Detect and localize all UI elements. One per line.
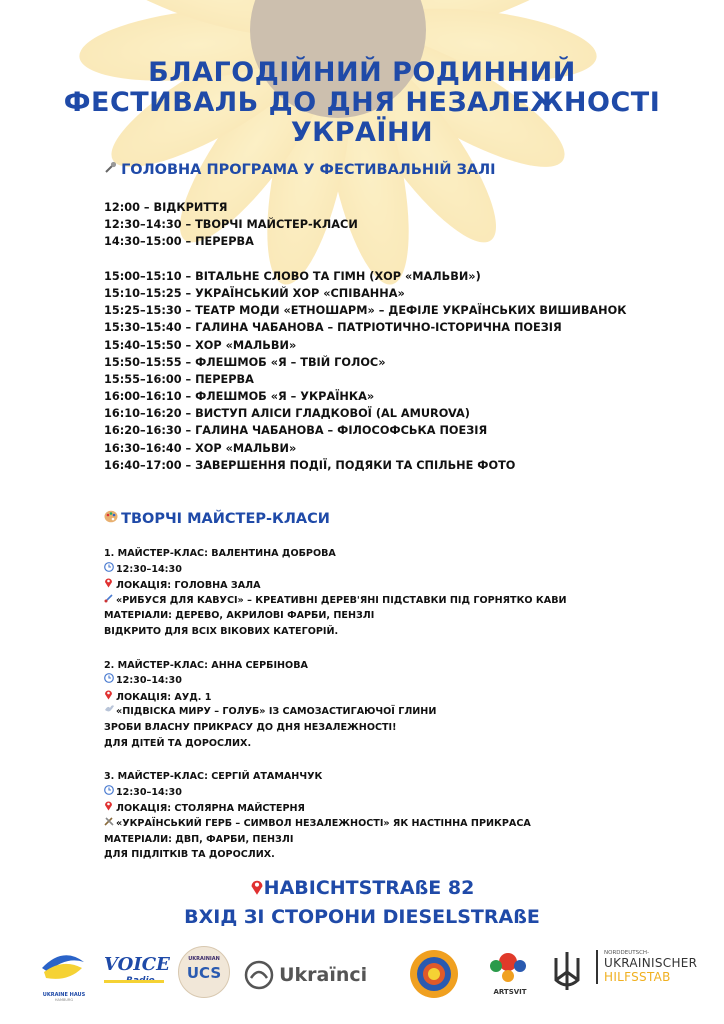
workshop-audience: ДЛЯ ПІДЛІТКІВ ТА ДОРОСЛИХ. — [104, 849, 275, 861]
partner-logos — [38, 944, 708, 1004]
schedule-row: 16:00–16:10 – ФЛЕШМОБ «Я – УКРАЇНКА» — [104, 390, 375, 404]
page-title — [0, 58, 724, 148]
main-program-heading — [104, 161, 496, 178]
workshop-location: ЛОКАЦІЯ: ГОЛОВНА ЗАЛА — [104, 577, 567, 593]
schedule-row: 15:10–15:25 – УКРАЇНСЬКИЙ ХОР «СПІВАННА» — [104, 286, 405, 300]
workshop-location: ЛОКАЦІЯ: АУД. 1 — [104, 689, 567, 705]
main-program-schedule — [104, 199, 626, 474]
tools-icon — [104, 816, 116, 832]
workshops-heading — [104, 510, 330, 527]
workshop-title: 3. МАЙСТЕР-КЛАС: СЕРГІЙ АТАМАНЧУК — [104, 771, 323, 783]
artsvit-logo: ARTSVIT — [486, 948, 534, 996]
address-street: HABICHTSTRAßE 82 — [0, 877, 724, 899]
clock-icon — [104, 562, 116, 578]
title-line-1: БЛАГОДІЙНИЙ РОДИННИЙ — [148, 57, 576, 88]
schedule-row: 15:50–15:55 – ФЛЕШМОБ «Я – ТВІЙ ГОЛОС» — [104, 355, 386, 369]
workshop-time: 12:30–14:30 — [104, 562, 567, 578]
pin-icon — [104, 577, 116, 594]
schedule-row: 12:30–14:30 – ТВОРЧІ МАЙСТЕР-КЛАСИ — [104, 218, 358, 232]
schedule-row: 15:30–15:40 – ГАЛИНА ЧАБАНОВА – ПАТРІОТИЧНО-ІСТОРИЧНА ПОЕЗІЯ — [104, 321, 562, 335]
schedule-row: 16:40–17:00 – ЗАВЕРШЕННЯ ПОДІЇ, ПОДЯКИ ТА СПІЛЬНЕ ФОТО — [104, 458, 516, 472]
address-entrance: ВХІД ЗІ СТОРОНИ DIESELSTRAßE — [184, 906, 540, 928]
workshop-topic: «ПІДВІСКА МИРУ – ГОЛУБ» ІЗ САМОЗАСТИГАЮЧОЇ ГЛИНИ — [104, 704, 567, 720]
schedule-row: 15:25–15:30 – ТЕАТР МОДИ «ЕТНОШАРМ» – ДЕФІЛЕ УКРАЇНСЬКИХ ВИШИВАНОК — [104, 304, 627, 318]
ucs-logo: UKRAINIAN UCS — [178, 946, 230, 998]
schedule-row: 15:55–16:00 – ПЕРЕРВА — [104, 372, 254, 386]
main-program-heading-text: ГОЛОВНА ПРОГРАМА У ФЕСТИВАЛЬНІЙ ЗАЛІ — [121, 162, 496, 178]
schedule-row: 16:20–16:30 – ГАЛИНА ЧАБАНОВА – ФІЛОСОФСЬКА ПОЕЗІЯ — [104, 424, 488, 438]
schedule-row: 15:00–15:10 – ВІТАЛЬНЕ СЛОВО ТА ГІМН (ХОР «МАЛЬВИ») — [104, 269, 481, 283]
ukrainci-logo: Ukraїnci — [244, 960, 394, 990]
schedule-row: 14:30–15:00 – ПЕРЕРВА — [104, 235, 254, 249]
hilfsstab-logo: NORDDEUTSCH- UKRAINISCHER HILFSSTAB — [596, 950, 714, 984]
workshops-list — [104, 546, 567, 863]
clock-icon — [104, 785, 116, 801]
dove-icon — [104, 704, 116, 720]
workshop-location: ЛОКАЦІЯ: СТОЛЯРНА МАЙСТЕРНЯ — [104, 800, 567, 816]
workshop-title: 2. МАЙСТЕР-КЛАС: АННА СЕРБІНОВА — [104, 659, 308, 671]
workshop-title: 1. МАЙСТЕР-КЛАС: ВАЛЕНТИНА ДОБРОВА — [104, 548, 336, 559]
schedule-row: 16:10–16:20 – ВИСТУП АЛІСИ ГЛАДКОВОЇ (AL AMUROVA) — [104, 407, 470, 421]
workshop-audience: ВІДКРИТО ДЛЯ ВСІХ ВІКОВИХ КАТЕГОРІЙ. — [104, 625, 339, 637]
workshop-topic: «РИБУСЯ ДЛЯ КАВУСІ» – КРЕАТИВНІ ДЕРЕВ'ЯНІ ПІДСТАВКИ ПІД ГОРНЯТКО КАВИ — [104, 593, 567, 609]
brush-icon — [104, 593, 116, 609]
microphone-icon — [104, 161, 116, 178]
workshop-time: 12:30–14:30 — [104, 673, 567, 689]
workshop-time: 12:30–14:30 — [104, 785, 567, 801]
schedule-row: 16:30–16:40 – ХОР «МАЛЬВИ» — [104, 441, 297, 455]
workshop-materials: МАТЕРІАЛИ: ДВП, ФАРБИ, ПЕНЗЛІ — [104, 833, 294, 845]
schedule-row: 12:00 – ВІДКРИТТЯ — [104, 201, 228, 214]
workshop-topic: «УКРАЇНСЬКИЙ ГЕРБ – СИМВОЛ НЕЗАЛЕЖНОСТІ» ЯК НАСТІННА ПРИКРАСА — [104, 816, 567, 832]
pin-icon — [104, 689, 116, 706]
ukraine-haus-logo: UKRAINE HAUS HAMBURG — [38, 948, 90, 1002]
folk-ornament-logo — [408, 948, 460, 1004]
workshop-audience: ДЛЯ ДІТЕЙ ТА ДОРОСЛИХ. — [104, 737, 252, 749]
palette-icon — [104, 510, 116, 527]
pin-icon — [250, 877, 264, 899]
title-line-2: ФЕСТИВАЛЬ ДО ДНЯ НЕЗАЛЕЖНОСТІ — [63, 87, 661, 118]
trident-icon — [552, 950, 582, 998]
title-line-3: УКРАЇНИ — [290, 117, 434, 148]
voice-radio-logo: VOICE — [104, 954, 164, 998]
clock-icon — [104, 673, 116, 689]
workshop-note: ЗРОБИ ВЛАСНУ ПРИКРАСУ ДО ДНЯ НЕЗАЛЕЖНОСТІ! — [104, 721, 397, 733]
workshop-materials: МАТЕРІАЛИ: ДЕРЕВО, АКРИЛОВІ ФАРБИ, ПЕНЗЛІ — [104, 610, 375, 622]
schedule-row: 15:40–15:50 – ХОР «МАЛЬВИ» — [104, 338, 297, 352]
pin-icon — [104, 800, 116, 817]
workshops-heading-text: ТВОРЧІ МАЙСТЕР-КЛАСИ — [121, 511, 330, 527]
